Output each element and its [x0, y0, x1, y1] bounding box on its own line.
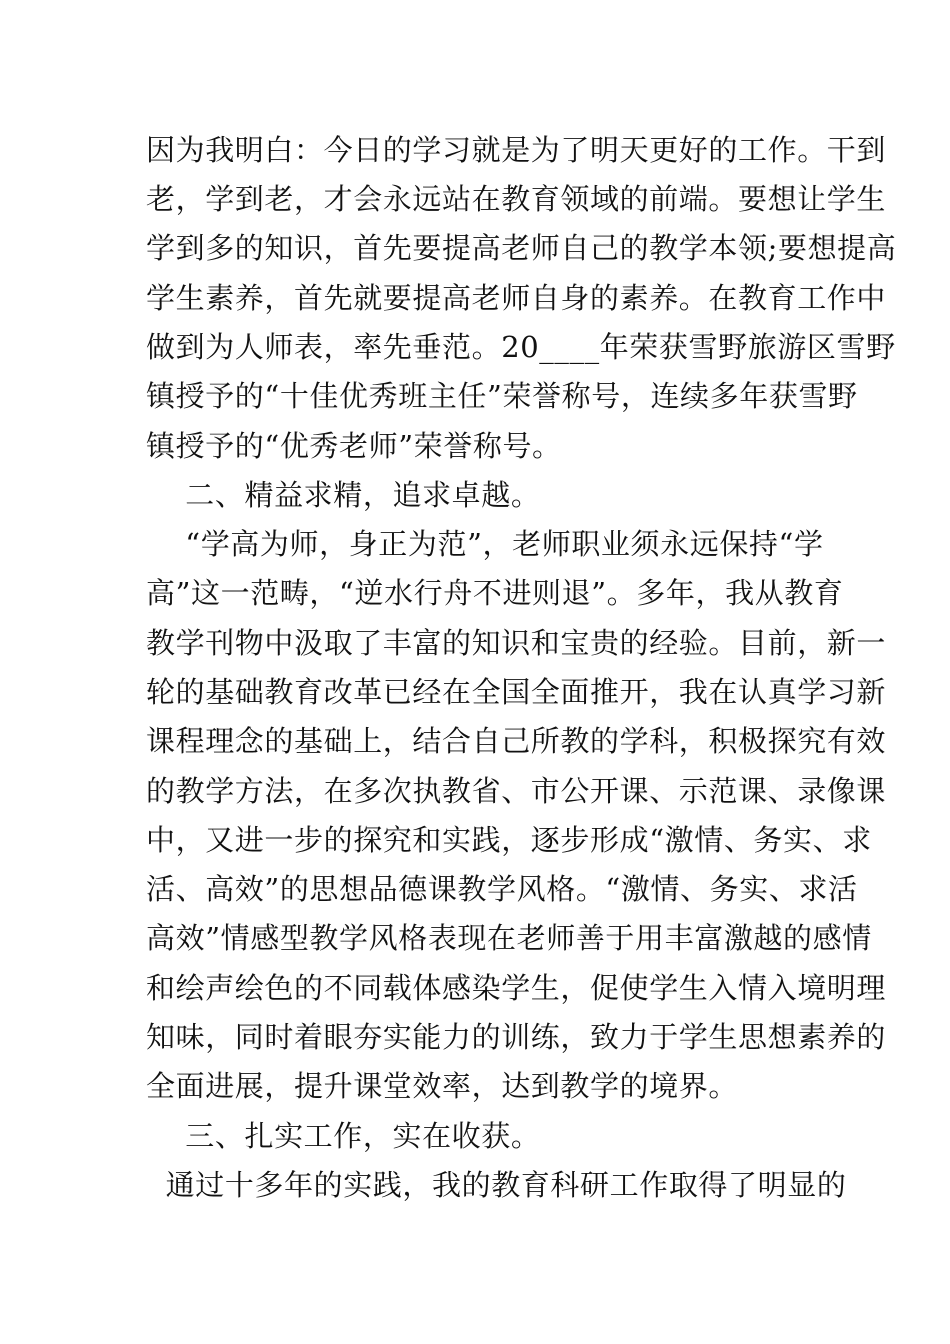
section-heading: 三、扎实工作，实在收获。	[146, 1119, 541, 1153]
text-line: 的教学方法，在多次执教省、市公开课、示范课、录像课	[146, 774, 887, 808]
text-line: 活、高效”的思想品德课教学风格。“激情、务实、求活	[146, 872, 858, 906]
text-line: 通过十多年的实践，我的教育科研工作取得了明显的	[146, 1168, 847, 1202]
text-line: 高效”情感型教学风格表现在老师善于用丰富激越的感情	[146, 921, 872, 955]
text-line: 学生素养，首先就要提高老师自身的素养。在教育工作中	[146, 281, 887, 315]
text-line: 知味，同时着眼夯实能力的训练，致力于学生思想素养的	[146, 1020, 887, 1054]
text-line: “学高为师，身正为范”，老师职业须永远保持“学	[146, 527, 824, 561]
text-line: 课程理念的基础上，结合自己所教的学科，积极探究有效	[146, 724, 887, 758]
section-heading: 二、精益求精，追求卓越。	[146, 478, 541, 512]
text-line: 因为我明白：今日的学习就是为了明天更好的工作。干到	[146, 133, 887, 167]
text-line: 中，又进一步的探究和实践，逐步形成“激情、务实、求	[146, 823, 872, 857]
text-line: 和绘声绘色的不同载体感染学生，促使学生入情入境明理	[146, 971, 887, 1005]
text-line: 高”这一范畴，“逆水行舟不进则退”。多年，我从教育	[146, 576, 844, 610]
text-line: 全面进展，提升课堂效率，达到教学的境界。	[146, 1069, 739, 1103]
text-line: 轮的基础教育改革已经在全国全面推开，我在认真学习新	[146, 675, 887, 709]
text-line: 学到多的知识，首先要提高老师自己的教学本领;要想提高	[146, 231, 897, 265]
text-line: 做到为人师表，率先垂范。20____年荣获雪野旅游区雪野	[146, 330, 896, 364]
text-line: 老，学到老，才会永远站在教育领域的前端。要想让学生	[146, 182, 887, 216]
text-line: 镇授予的“优秀老师”荣誉称号。	[146, 429, 562, 463]
text-line: 教学刊物中汲取了丰富的知识和宝贵的经验。目前，新一	[146, 626, 887, 660]
text-line: 镇授予的“十佳优秀班主任”荣誉称号，连续多年获雪野	[146, 379, 858, 413]
